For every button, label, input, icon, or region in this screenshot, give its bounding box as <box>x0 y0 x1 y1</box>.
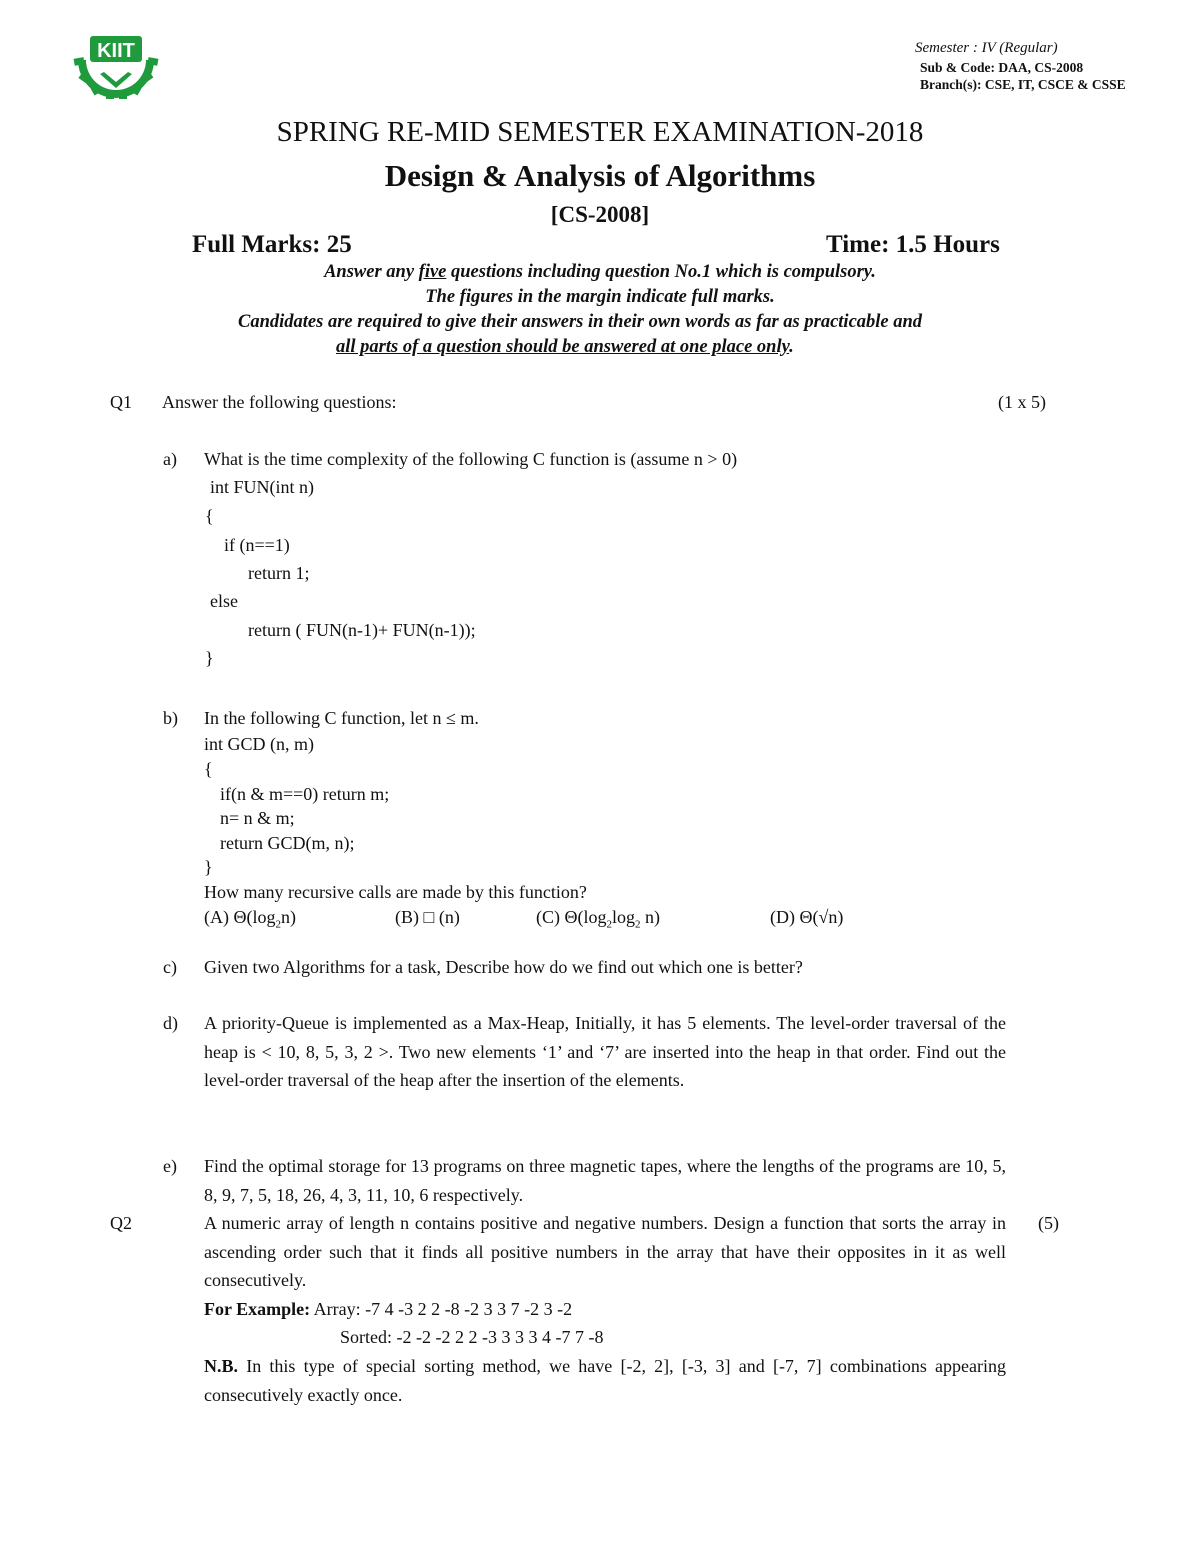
q1c-text: Given two Algorithms for a task, Describe how do we find out which one is better? <box>204 957 803 977</box>
q1b-label: b) <box>163 708 178 728</box>
q2-note: N.B. In this type of special sorting method, we have [-2, 2], [-3, 3] and [-7, 7] combinations appearing consecutively exactly once. <box>204 1356 1006 1405</box>
q2-example-array: For Example: Array: -7 4 -3 2 2 -8 -2 3 3 7 -2 3 -2 <box>204 1299 573 1319</box>
code-line: int GCD (n, m) <box>204 734 314 754</box>
q1d-label: d) <box>163 1013 178 1033</box>
course-code: [CS-2008] <box>550 202 650 227</box>
q2-marks: (5) <box>1038 1213 1059 1233</box>
code-line: if (n==1) <box>224 535 290 555</box>
kiit-logo <box>70 34 162 100</box>
option-d: (D) Θ(√n) <box>770 907 844 927</box>
code-line: } <box>204 857 213 877</box>
option-a: (A) $\Theta(\log_2n)$ <box>204 907 296 931</box>
q2-number: Q2 <box>110 1213 132 1233</box>
q1e-label: e) <box>163 1156 177 1176</box>
subject-code-label: Sub & Code: DAA, CS-2008 <box>920 60 1084 75</box>
option-b: (B) □ (n) <box>395 907 460 927</box>
q1b-question: How many recursive calls are made by this function? <box>204 882 587 902</box>
subject-title: Design & Analysis of Algorithms <box>384 158 816 193</box>
code-line: else <box>210 591 238 611</box>
code-line: n= n & m; <box>220 808 295 828</box>
q2-text: A numeric array of length n contains positive and negative numbers. Design a function that sorts the array in ascending order such that it finds all positive numbers in the array that have their opposites in it as well consecutively. <box>204 1213 1006 1290</box>
instruction-line-3: Candidates are required to give their answers in their own words as far as practicable and <box>238 312 923 332</box>
code-line: return ( FUN(n-1)+ FUN(n-1)); <box>248 620 476 640</box>
semester-label: Semester : IV (Regular) <box>915 40 1058 56</box>
code-line: { <box>204 759 213 779</box>
instruction-line-2: The figures in the margin indicate full marks. <box>425 287 775 307</box>
q1e-text: Find the optimal storage for 13 programs on three magnetic tapes, where the lengths of the programs are 10, 5, 8, 9, 7, 5, 18, 26, 4, 3, 11, 10, 6 respectively. <box>204 1156 1006 1205</box>
branch-label: Branch(s): CSE, IT, CSCE & CSSE <box>920 77 1126 92</box>
code-line: } <box>205 648 214 668</box>
q1a-label: a) <box>163 449 177 469</box>
q1-text: Answer the following questions: <box>162 392 397 412</box>
code-line: return GCD(m, n); <box>220 833 355 853</box>
instruction-line-1: Answer any five questions including question No.1 which is compulsory. <box>324 262 876 282</box>
q1b-text: In the following C function, let n ≤ m. <box>204 708 479 728</box>
q2-example-sorted: Sorted: -2 -2 -2 2 2 -3 3 3 3 4 -7 7 -8 <box>340 1327 604 1347</box>
code-line: if(n & m==0) return m; <box>220 784 390 804</box>
exam-time: Time: 1.5 Hours <box>826 231 1000 258</box>
code-line: { <box>205 506 214 526</box>
full-marks: Full Marks: 25 <box>192 231 352 258</box>
code-line: return 1; <box>248 563 310 583</box>
q1-marks: (1 x 5) <box>998 392 1046 412</box>
logo-text: KIIT <box>97 40 135 62</box>
q1a-text: What is the time complexity of the following C function is (assume n > 0) <box>204 449 738 469</box>
code-line: int FUN(int n) <box>210 477 315 497</box>
option-c: (C) $\Theta(\log_2\log_2$ n) <box>536 907 661 931</box>
q1-number: Q1 <box>110 392 132 412</box>
exam-title: SPRING RE-MID SEMESTER EXAMINATION-2018 <box>276 116 924 148</box>
q1c-label: c) <box>163 957 177 977</box>
instruction-line-4: all parts of a question should be answered at one place only. <box>336 337 794 357</box>
q1d-text: A priority-Queue is implemented as a Max-Heap, Initially, it has 5 elements. The level-order traversal of the heap is < 10, 8, 5, 3, 2 >. Two new elements ‘1’ and ‘7’ are inserted into the heap in that order. Find out the level-order traversal of the heap after the insertion of the elements. <box>204 1013 1006 1090</box>
